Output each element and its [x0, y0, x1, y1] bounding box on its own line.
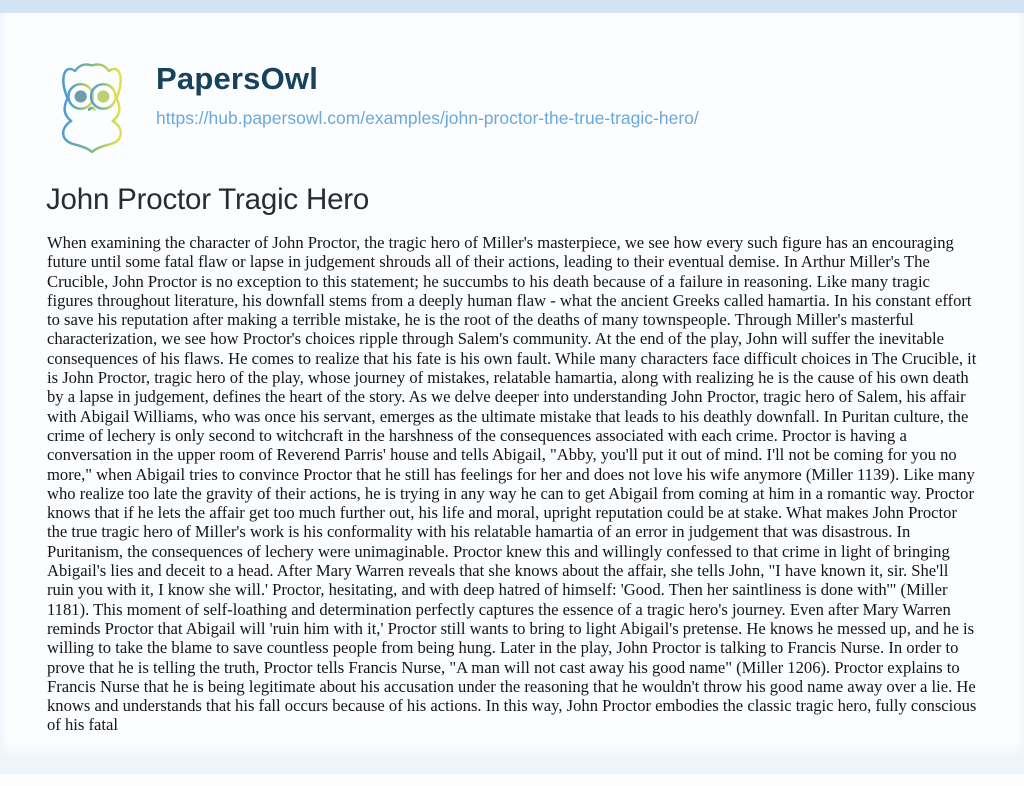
page-card	[0, 13, 1024, 774]
site-header	[44, 55, 978, 153]
owl-icon	[44, 55, 140, 153]
essay-body-text: When examining the character of John Proctor, the tragic hero of Miller's masterpiece, we see how every such figure has an encouraging future until some fatal flaw or lapse in judgement shrouds all of their actions, leading to their eventual demise. In Arthur Miller's The Crucible, John Proctor is no exception to this statement; he succumbs to his death because of a failure in reasoning. Like many tragic figures throughout literature, his downfall stems from a deeply human flaw - what the ancient Greeks called hamartia. In his constant effort to save his reputation after making a terrible mistake, he is the root of the deaths of many townspeople. Through Miller's masterful characterization, we see how Proctor's choices ripple through Salem's community. At the end of the play, John will suffer the inevitable consequences of his flaws. He comes to realize that his fate is his own fault. While many characters face difficult choices in The Crucible, it is John Proctor, tragic hero of the play, whose journey of mistakes, relatable hamartia, along with realizing he is the cause of his own death by a lapse in judgement, defines the heart of the story. As we delve deeper into understanding John Proctor, tragic hero of Salem, his affair with Abigail Williams, who was once his servant, emerges as the ultimate mistake that leads to his deathly downfall. In Puritan culture, the crime of lechery is only second to witchcraft in the harshness of the consequences associated with each crime. Proctor is having a conversation in the upper room of Reverend Parris' house and tells Abigail, "Abby, you'll put it out of mind. I'll not be coming for you no more," when Abigail tries to convince Proctor that he still has feelings for her and does not love his wife anymore (Miller 1139). Like many who realize too late the gravity of their actions, he is trying in any way he can to get Abigail from coming at him in a romantic way. Proctor knows that if he lets the affair get too much further out, his life and moral, upright reputation could be at stake. What makes John Proctor the true tragic hero of Miller's work is his conformality with his relatable hamartia of an error in judgement that was disastrous. In Puritanism, the consequences of lechery were unimaginable. Proctor knew this and willingly confessed to that crime in light of bringing Abigail's lies and deceit to a head. After Mary Warren reveals that she knows about the affair, she tells John, "I have known it, sir. She'll ruin you with it, I know she will.' Proctor, hesitating, and with deep hatred of himself: 'Good. Then her saintliness is done with'" (Miller 1181). This moment of self-loathing and determination perfectly captures the essence of a tragic hero's journey. Even after Mary Warren reminds Proctor that Abigail will 'ruin him with it,' Proctor still wants to bring to light Abigail's pretense. He knows he messed up, and he is willing to take the blame to save countless people from being hung. Later in the play, John Proctor is talking to Francis Nurse. In order to prove that he is telling the truth, Proctor tells Francis Nurse, "A man will not cast away his good name" (Miller 1206). Proctor explains to Francis Nurse that he is being legitimate about his accusation under the reasoning that he wouldn't throw his good name away over a lie. He knows and understands that his fall occurs because of his actions. In this way, John Proctor embodies the classic tragic hero, fully conscious of his fatal	[47, 233, 977, 735]
brand-block	[156, 55, 699, 129]
essay-title: John Proctor Tragic Hero	[46, 183, 370, 216]
page-url-link[interactable]: https://hub.papersowl.com/examples/john-proctor-the-true-tragic-hero/	[156, 108, 699, 128]
page-bottom-border	[0, 774, 1024, 786]
page-top-border	[0, 0, 1024, 13]
footer-band	[0, 741, 1024, 774]
brand-name: PapersOwl	[156, 61, 319, 96]
